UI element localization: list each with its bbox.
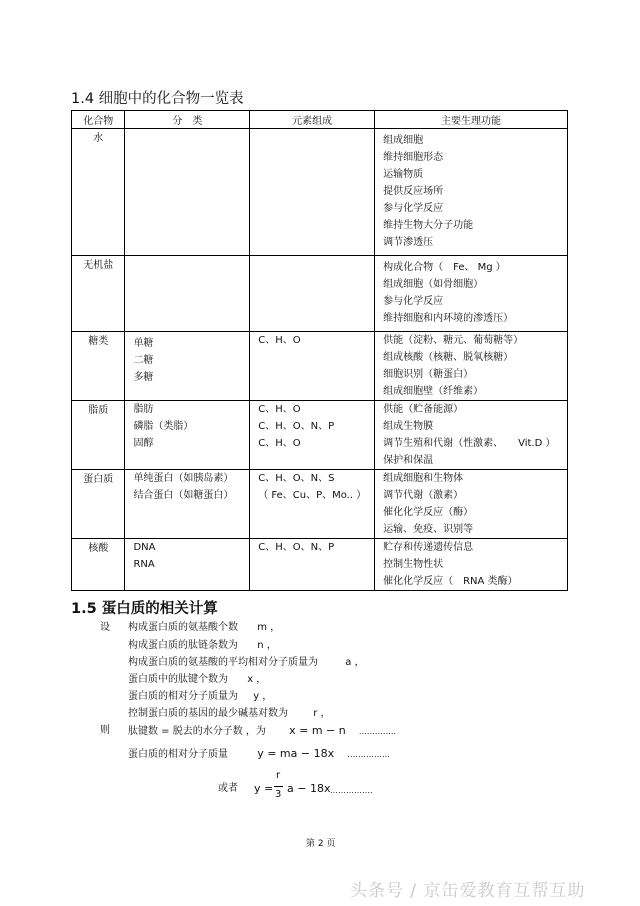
functions-cell — [375, 256, 568, 332]
table-row — [72, 401, 568, 470]
element-item: C、H、O、N、P — [258, 421, 335, 432]
watermark: 头条号 / 京缶爱教育互帮互助 — [350, 881, 586, 901]
function-item: 控制生物性状 — [383, 559, 444, 570]
definition-line — [128, 621, 280, 635]
function-item: 供能（淀粉、糖元、葡萄糖等） — [383, 335, 524, 346]
class-item: RNA — [133, 559, 155, 570]
class-item: 固醇 — [133, 438, 154, 449]
compound-name: 脂质 — [72, 401, 125, 470]
class-item: 单纯蛋白（如胰岛素） — [133, 473, 234, 484]
functions-cell — [375, 539, 568, 591]
definition-var: m ， — [257, 622, 281, 633]
header-compound: 化合物 — [72, 111, 125, 129]
mass-text: 蛋白质的相对分子质量 — [128, 749, 228, 760]
class-cell — [125, 401, 250, 470]
section-title-protein-calc: 1.5 蛋白质的相关计算 — [71, 601, 218, 617]
header-elements: 元素组成 — [250, 111, 375, 129]
element-item: （ Fe、Cu、P、Mo.. ） — [258, 490, 367, 501]
definition-text: 构成蛋白质的氨基酸个数 — [128, 622, 238, 633]
function-item: 调节渗透压 — [383, 237, 434, 248]
dots: ……………. — [330, 786, 373, 795]
table-header-row — [72, 111, 568, 129]
definition-line — [128, 707, 330, 721]
class-cell — [125, 129, 250, 256]
function-item: 维持生物大分子功能 — [383, 220, 474, 231]
functions-cell — [375, 401, 568, 470]
definition-text: 蛋白质中的肽键个数为 — [128, 674, 228, 685]
table-row — [72, 129, 568, 256]
function-item: 参与化学反应 — [383, 203, 444, 214]
definition-line — [128, 690, 272, 704]
definition-var: r ， — [313, 708, 331, 719]
elements-cell — [250, 129, 375, 256]
peptide-text: 肽键数 = 脱去的水分子数 ，为 — [128, 726, 266, 737]
header-functions: 主要生理功能 — [375, 111, 568, 129]
class-cell — [125, 470, 250, 539]
class-item: 结合蛋白（如糖蛋白） — [133, 490, 234, 501]
class-item: 单糖 — [133, 338, 154, 349]
function-item: 催化化学反应（ RNA 类酶） — [383, 576, 518, 587]
function-item: 运输物质 — [383, 169, 424, 180]
function-item: 维持细胞和内环境的渗透压） — [383, 313, 514, 324]
class-item: 多糖 — [133, 372, 154, 383]
function-item: 组成核酸（核糖、脱氧核糖） — [383, 352, 514, 363]
function-item: 提供反应场所 — [383, 186, 444, 197]
peptide-formula: x = m − n — [289, 724, 346, 737]
element-item: C、H、O、N、P — [258, 542, 335, 553]
element-item: C、H、O — [258, 335, 301, 346]
definition-line — [128, 656, 365, 670]
definition-var: x ， — [247, 674, 267, 685]
peptide-line — [128, 724, 396, 739]
fraction-bar — [274, 786, 283, 787]
definition-text: 构成蛋白质的氨基酸的平均相对分子质量为 — [128, 657, 318, 668]
table-row — [72, 332, 568, 401]
elements-cell — [250, 470, 375, 539]
class-cell — [125, 539, 250, 591]
compound-table — [71, 110, 568, 591]
dots: ……………. — [347, 750, 390, 759]
compound-name: 蛋白质 — [72, 470, 125, 539]
function-item: 组成细胞（如骨细胞） — [383, 279, 484, 290]
class-item: 二糖 — [133, 355, 154, 366]
function-item: 催化化学反应（酶） — [383, 507, 474, 518]
definition-text: 蛋白质的相对分子质量为 — [128, 691, 238, 702]
let-word: 设 — [100, 622, 110, 633]
class-cell — [125, 256, 250, 332]
fraction-denominator: 3 — [275, 789, 282, 800]
elements-cell — [250, 332, 375, 401]
elements-cell — [250, 539, 375, 591]
function-item: 组成细胞壁（纤维素） — [383, 386, 484, 397]
table-row — [72, 470, 568, 539]
function-item: 调节生殖和代谢（性激素、 Vit.D ） — [383, 438, 556, 449]
section-title-compounds: 1.4 细胞中的化合物一览表 — [71, 91, 244, 107]
function-item: 参与化学反应 — [383, 296, 444, 307]
function-item: 构成化合物（ Fe、 Mg ） — [383, 262, 506, 273]
definition-line — [128, 639, 277, 653]
then-word: 则 — [100, 725, 110, 736]
compound-name: 糖类 — [72, 332, 125, 401]
class-cell — [125, 332, 250, 401]
class-item: 脂肪 — [133, 404, 154, 415]
compound-name: 无机盐 — [72, 256, 125, 332]
function-item: 调节代谢（激素） — [383, 490, 464, 501]
functions-cell — [375, 332, 568, 401]
element-item: C、H、O、N、S — [258, 473, 335, 484]
function-item: 保护和保温 — [383, 455, 434, 466]
table-row — [72, 256, 568, 332]
function-item: 细胞识别（糖蛋白） — [383, 369, 474, 380]
elements-cell — [250, 401, 375, 470]
table-row — [72, 539, 568, 591]
class-item: DNA — [133, 542, 156, 553]
definition-text: 控制蛋白质的基因的最少碱基对数为 — [128, 708, 288, 719]
function-item: 组成细胞 — [383, 135, 424, 146]
header-class: 分 类 — [125, 111, 250, 129]
mass-formula: y = ma − 18x — [257, 747, 335, 760]
mass-line — [128, 747, 390, 762]
alt-prefix: y = — [254, 782, 274, 795]
alt-suffix: a − 18x — [287, 782, 331, 795]
function-item: 运输、免疫、识别等 — [383, 524, 474, 535]
dots: ………….. — [358, 727, 397, 736]
functions-cell — [375, 129, 568, 256]
function-item: 组成生物膜 — [383, 421, 434, 432]
function-item: 维持细胞形态 — [383, 152, 444, 163]
compound-name: 水 — [72, 129, 125, 256]
page-number: 第 2 页 — [306, 839, 336, 849]
function-item: 供能（贮备能源） — [383, 404, 464, 415]
fraction-numerator: r — [276, 770, 281, 781]
definition-var: y ， — [253, 691, 273, 702]
compound-name: 核酸 — [72, 539, 125, 591]
class-item: 磷脂（类脂） — [133, 421, 194, 432]
element-item: C、H、O — [258, 404, 301, 415]
function-item: 组成细胞和生物体 — [383, 473, 464, 484]
definition-text: 构成蛋白质的肽链条数为 — [128, 640, 238, 651]
definition-var: n ， — [257, 640, 277, 651]
elements-cell — [250, 256, 375, 332]
element-item: C、H、O — [258, 438, 301, 449]
functions-cell — [375, 470, 568, 539]
definition-var: a ， — [345, 657, 365, 668]
function-item: 贮存和传递遗传信息 — [383, 542, 474, 553]
definition-line — [128, 673, 266, 687]
or-word: 或者 — [218, 783, 238, 794]
